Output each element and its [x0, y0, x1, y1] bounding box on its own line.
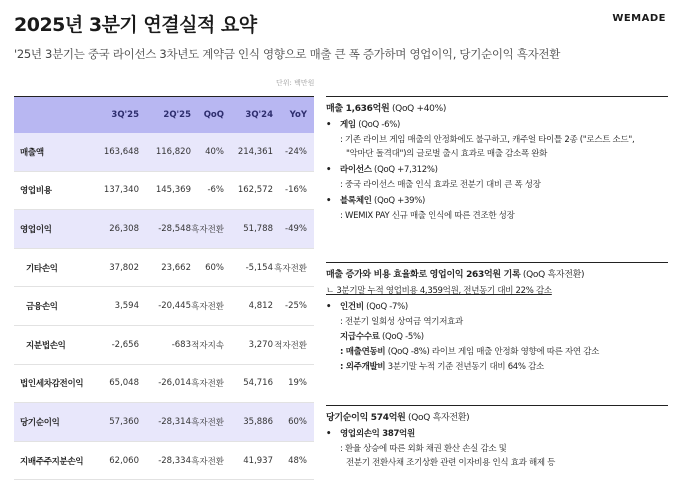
table-cell: 145,369: [155, 185, 191, 196]
header-cell: 3Q'25: [111, 110, 139, 120]
table-cell: 40%: [205, 146, 224, 157]
row-label: 매출액: [20, 147, 44, 158]
bullet-detail: : WEMIX PAY 신규 매출 인식에 따른 견조한 성장: [340, 211, 515, 221]
table-cell: 41,937: [243, 455, 273, 466]
bullet-item: • 블록체인 (QoQ +39%): [326, 196, 425, 206]
table-cell: 57,360: [109, 416, 139, 427]
table-cell: 51,788: [243, 223, 273, 234]
table-cell: -28,548: [158, 223, 191, 234]
row-label: 법인세차감전이익: [20, 379, 84, 390]
table-cell: -24%: [285, 146, 307, 157]
row-label: 영업비용: [20, 186, 52, 197]
table-cell: 54,716: [243, 378, 273, 389]
table-cell: 흑자전환: [191, 379, 224, 390]
table-cell: 35,886: [243, 416, 273, 427]
section-heading: 매출 증가와 비용 효율화로 영업이익 263억원 기록 (QoQ 흑자전환): [326, 270, 585, 280]
table-cell: 37,802: [109, 262, 139, 273]
table-cell: -28,314: [158, 416, 191, 427]
table-cell: 137,340: [103, 185, 139, 196]
table-cell: 163,648: [103, 146, 139, 157]
table-cell: -49%: [285, 223, 307, 234]
table-cell: 흑자전환: [191, 224, 224, 235]
bullet-detail: : 매출연동비 (QoQ -8%) 라이브 게임 매출 안정화 영향에 따른 자연 감소: [340, 347, 600, 357]
table-row: [14, 172, 314, 211]
page-subtitle: '25년 3분기는 중국 라이선스 3차년도 계약금 인식 영향으로 매출 큰 폭 증가하며 영업이익, 당기순이익 흑자전환: [14, 47, 561, 61]
bullet-item: • 게임 (QoQ -6%): [326, 120, 400, 130]
row-label: 기타손익: [26, 263, 58, 274]
table-row: [14, 326, 314, 365]
table-row: [14, 133, 314, 172]
table-cell: 3,270: [248, 339, 273, 350]
table-cell: 26,308: [109, 223, 139, 234]
page-title: 2025년 3분기 연결실적 요약: [14, 14, 257, 36]
table-cell: -16%: [285, 185, 307, 196]
table-cell: 60%: [288, 416, 307, 427]
table-cell: 3,594: [114, 301, 139, 312]
table-cell: -28,334: [158, 455, 191, 466]
revenue-section: [326, 96, 668, 222]
bullet-item: • 인건비 (QoQ -7%): [326, 302, 408, 312]
table-cell: 162,572: [237, 185, 273, 196]
bullet-detail: : 기존 라이브 게임 매출의 안정화에도 불구하고, 캐주얼 타이틀 2종 ("로스트 소드",: [340, 135, 635, 145]
table-cell: -25%: [285, 301, 307, 312]
table-cell: 60%: [205, 262, 224, 273]
table-row: [14, 210, 314, 249]
table-cell: 흑자전환: [191, 302, 224, 313]
table-row: [14, 287, 314, 326]
table-row: [14, 249, 314, 288]
table-cell: -26,014: [158, 378, 191, 389]
bullet-detail: : 중국 라이선스 매출 인식 효과로 전분기 대비 큰 폭 성장: [340, 180, 541, 190]
table-row: [14, 365, 314, 404]
table-header-row: [14, 97, 314, 133]
table-cell: 116,820: [155, 146, 191, 157]
bullet-detail: "악마단 돌격대")의 글로벌 출시 효과로 매출 감소폭 완화: [346, 149, 548, 159]
table-cell: 적자전환: [274, 340, 307, 351]
table-cell: 적자지속: [191, 340, 224, 351]
section-heading: 매출 1,636억원 (QoQ +40%): [326, 104, 447, 114]
bullet-detail: : 환율 상승에 따른 외화 채권 환산 손실 감소 및: [340, 444, 507, 454]
table-cell: 19%: [288, 378, 307, 389]
bullet-item: • 영업외손익 387억원: [326, 429, 415, 439]
table-cell: 62,060: [109, 455, 139, 466]
section-note: ㄴ 3분기말 누적 영업비용 4,359억원, 전년동기 대비 22% 감소: [326, 286, 552, 296]
bullet-item: • 라이선스 (QoQ +7,312%): [326, 165, 438, 175]
table-cell: -683: [171, 339, 191, 350]
bullet-detail: : 외주개발비 3분기말 누적 기준 전년동기 대비 64% 감소: [340, 362, 544, 372]
table-cell: 48%: [288, 455, 307, 466]
net-income-section: [326, 405, 668, 469]
bullet-detail: 지급수수료 (QoQ -5%): [340, 332, 424, 342]
table-cell: -6%: [207, 185, 224, 196]
table-cell: 65,048: [109, 378, 139, 389]
table-cell: 흑자전환: [191, 417, 224, 428]
header-cell: 2Q'25: [163, 110, 191, 120]
wemade-logo: WEMADE: [612, 13, 666, 24]
header-cell: YoY: [289, 110, 307, 120]
section-heading: 당기순이익 574억원 (QoQ 흑자전환): [326, 413, 470, 423]
table-row: [14, 442, 314, 481]
table-cell: -5,154: [245, 262, 273, 273]
row-label: 금융손익: [26, 302, 58, 313]
unit-label: 단위: 백만원: [276, 79, 315, 87]
table-cell: 흑자전환: [274, 263, 307, 274]
table-row: [14, 403, 314, 442]
table-cell: 흑자전환: [191, 456, 224, 467]
earnings-table: [14, 96, 314, 480]
table-cell: 214,361: [237, 146, 273, 157]
operating-profit-section: [326, 262, 668, 373]
table-cell: 4,812: [248, 301, 273, 312]
table-cell: -20,445: [158, 301, 191, 312]
bullet-detail: : 전분기 일회성 상여금 역기저효과: [340, 317, 463, 327]
row-label: 영업이익: [20, 224, 52, 235]
table-cell: -2,656: [111, 339, 139, 350]
row-label: 지배주주지분손익: [20, 456, 84, 467]
header-cell: 3Q'24: [245, 110, 273, 120]
table-cell: 23,662: [161, 262, 191, 273]
header-cell: QoQ: [203, 110, 224, 120]
row-label: 당기순이익: [20, 417, 60, 428]
bullet-detail: 전분기 전환사채 조기상환 관련 이자비용 인식 효과 해제 등: [346, 458, 556, 468]
row-label: 지분법손익: [26, 340, 66, 351]
